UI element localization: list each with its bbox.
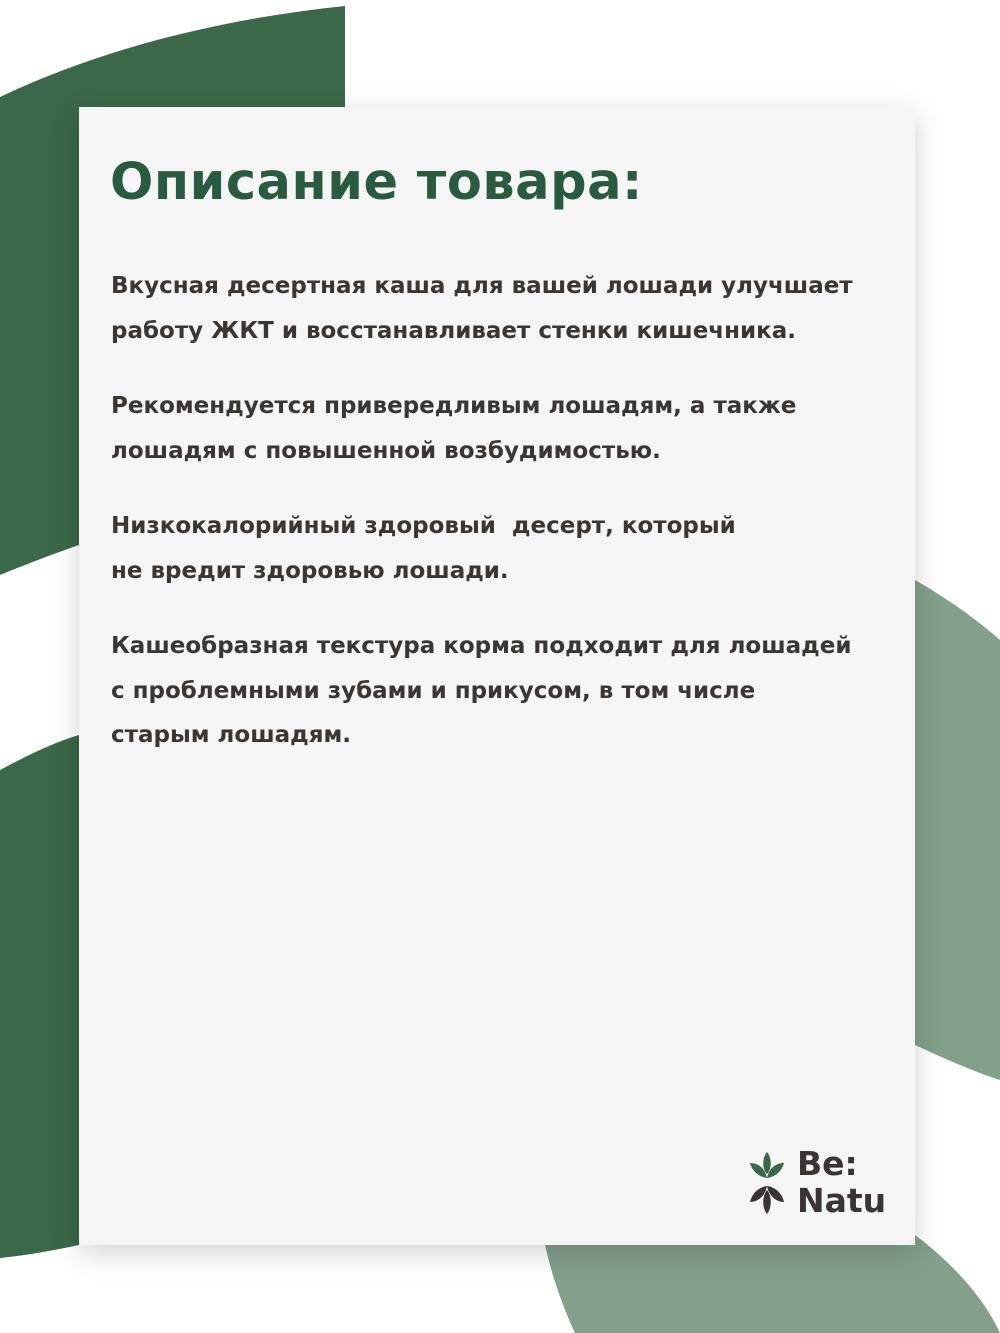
paragraph-line: старым лошадям. <box>111 722 352 748</box>
dark-green-shape-left <box>0 735 79 1258</box>
description-paragraph <box>111 624 891 758</box>
brand-wordmark <box>797 1145 886 1219</box>
description-paragraph <box>111 264 891 353</box>
paragraph-line: работу ЖКТ и восстанавливает стенки кишечника. <box>111 317 796 344</box>
paragraph-line: Кашеобразная текстура корма подходит для лошадей <box>111 633 852 659</box>
paragraph-line: с проблемными зубами и прикусом, в том числе <box>111 677 756 704</box>
description-paragraph <box>111 384 891 473</box>
light-green-shape-right <box>915 580 1000 1080</box>
brand-logo <box>749 1145 889 1225</box>
leaf-sprout-icon <box>749 1150 785 1216</box>
paragraph-line: Рекомендуется привередливым лошадям, а также <box>111 393 797 419</box>
light-green-shape-bottom <box>545 1235 1000 1333</box>
paragraph-line: лошадям с повышенной возбудимостью. <box>111 437 661 464</box>
paragraph-line: Вкусная десертная каша для вашей лошади улучшает <box>111 273 853 299</box>
brand-line-2: Natu <box>797 1181 887 1220</box>
brand-line-1: Be: <box>797 1144 858 1183</box>
paragraph-line: Низкокалорийный здоровый десерт, который <box>111 513 736 539</box>
page-title: Описание товара: <box>110 153 643 212</box>
description-card <box>79 107 915 1245</box>
description-paragraph <box>111 504 891 593</box>
paragraph-line: не вредит здоровью лошади. <box>111 557 509 584</box>
